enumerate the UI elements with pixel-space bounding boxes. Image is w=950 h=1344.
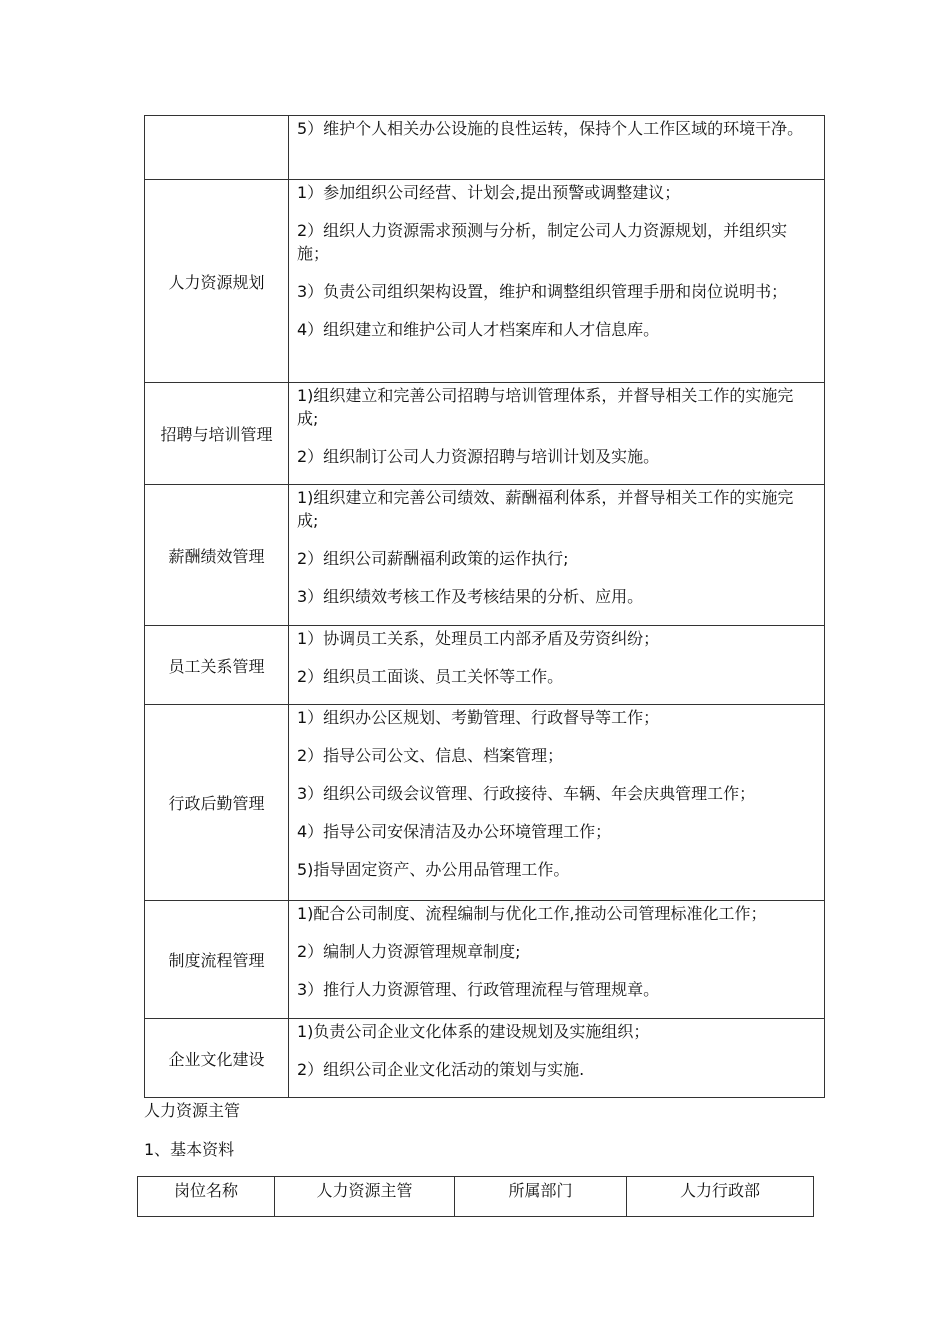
duty-cell [289, 705, 825, 901]
table-row [138, 1177, 814, 1217]
duty-item: 1）参加组织公司经营、计划会,提出预警或调整建议； [297, 183, 681, 202]
duty-cell [289, 383, 825, 485]
duty-item: 3）推行人力资源管理、行政管理流程与管理规章。 [297, 980, 660, 999]
category-cell [145, 116, 289, 180]
category-cell: 企业文化建设 [145, 1019, 289, 1098]
table-row [145, 383, 825, 485]
duty-item: 2）组织人力资源需求预测与分析，制定公司人力资源规划，并组织实施； [297, 221, 788, 263]
info-value-cell: 人力行政部 [627, 1177, 814, 1217]
table-row [145, 116, 825, 180]
duty-cell [289, 485, 825, 626]
duty-item: 2）编制人力资源管理规章制度; [297, 942, 521, 961]
duty-item: 1)负责公司企业文化体系的建设规划及实施组织； [297, 1022, 650, 1041]
duty-item: 3）负责公司组织架构设置，维护和调整组织管理手册和岗位说明书； [297, 282, 788, 301]
duty-item: 1）组织办公区规划、考勤管理、行政督导等工作； [297, 708, 660, 727]
duty-item: 2）组织公司企业文化活动的策划与实施. [297, 1060, 585, 1079]
info-label-cell: 所属部门 [455, 1177, 627, 1217]
table-row [145, 485, 825, 626]
duty-item: 1)组织建立和完善公司招聘与培训管理体系，并督导相关工作的实施完成; [297, 386, 794, 428]
table-row [145, 1019, 825, 1098]
basic-info-table [137, 1176, 814, 1217]
category-cell: 薪酬绩效管理 [145, 485, 289, 626]
duty-cell [289, 180, 825, 383]
duty-item: 4）组织建立和维护公司人才档案库和人才信息库。 [297, 320, 660, 339]
duty-item: 4）指导公司安保清洁及办公环境管理工作； [297, 822, 612, 841]
duty-item: 1)组织建立和完善公司绩效、薪酬福利体系，并督导相关工作的实施完成; [297, 488, 794, 530]
duty-item: 5）维护个人相关办公设施的良性运转，保持个人工作区域的环境干净。 [297, 119, 804, 138]
section-subtitle: 1、基本资料 [144, 1140, 235, 1159]
duty-item: 2）组织公司薪酬福利政策的运作执行; [297, 549, 569, 568]
duty-cell [289, 116, 825, 180]
duty-table [144, 115, 825, 1098]
duty-item: 5)指导固定资产、办公用品管理工作。 [297, 860, 570, 879]
table-row [145, 180, 825, 383]
duty-cell [289, 1019, 825, 1098]
duty-item: 1)配合公司制度、流程编制与优化工作,推动公司管理标准化工作； [297, 904, 767, 923]
duty-item: 3）组织绩效考核工作及考核结果的分析、应用。 [297, 587, 644, 606]
duty-cell [289, 626, 825, 705]
info-label-cell: 岗位名称 [138, 1177, 275, 1217]
duty-item: 2）组织制订公司人力资源招聘与培训计划及实施。 [297, 447, 660, 466]
table-row [145, 705, 825, 901]
category-cell: 人力资源规划 [145, 180, 289, 383]
duty-cell [289, 901, 825, 1019]
duty-item: 1）协调员工关系，处理员工内部矛盾及劳资纠纷； [297, 629, 660, 648]
duty-item: 2）指导公司公文、信息、档案管理； [297, 746, 564, 765]
category-cell: 招聘与培训管理 [145, 383, 289, 485]
section-title: 人力资源主管 [144, 1101, 241, 1120]
category-cell: 员工关系管理 [145, 626, 289, 705]
duty-item: 2）组织员工面谈、员工关怀等工作。 [297, 667, 564, 686]
duty-item: 3）组织公司级会议管理、行政接待、车辆、年会庆典管理工作； [297, 784, 756, 803]
category-cell: 制度流程管理 [145, 901, 289, 1019]
table-row [145, 901, 825, 1019]
info-value-cell: 人力资源主管 [275, 1177, 455, 1217]
table-row [145, 626, 825, 705]
category-cell: 行政后勤管理 [145, 705, 289, 901]
